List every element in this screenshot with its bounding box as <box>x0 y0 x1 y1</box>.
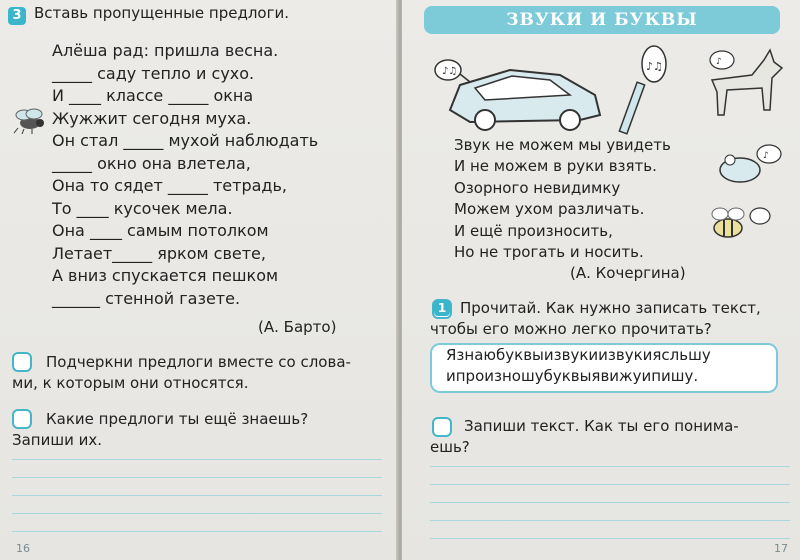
svg-text:♪: ♪ <box>763 151 769 161</box>
poem-line: Она ____ самым потолком <box>52 221 269 240</box>
poem-line: Озорного невидимку <box>454 178 621 197</box>
poem-line: Алёша рад: пришла весна. <box>52 41 279 60</box>
task-text-line: Запиши текст. Как ты его понима- <box>464 417 739 435</box>
svg-text:♪♫: ♪♫ <box>646 60 663 73</box>
poem-line: И ещё произносить, <box>454 221 613 240</box>
task-checkbox[interactable] <box>432 417 452 437</box>
task-checkbox[interactable] <box>12 409 32 429</box>
writing-lines[interactable] <box>12 455 382 545</box>
task-checkbox[interactable] <box>12 352 32 372</box>
poem-line: Он стал _____ мухой наблюдать <box>52 131 319 150</box>
writing-lines[interactable] <box>430 462 790 552</box>
callout-line: ипроизношубуквыявижуипишу. <box>446 367 699 385</box>
left-page <box>0 0 398 560</box>
poem-line: _____ саду тепло и сухо. <box>52 63 255 83</box>
task-text-line: ешь? <box>430 438 470 456</box>
flute-illustration <box>614 42 674 137</box>
poem-line: Она то сядет _____ тетрадь, <box>52 176 287 195</box>
svg-text:♪: ♪ <box>716 57 722 67</box>
task-text-line: ми, к которым они относятся. <box>12 374 249 392</box>
callout-line: Язнаюбуквыизвукиизвукиясльшу <box>446 346 711 364</box>
task-number-badge: 1 <box>434 300 450 316</box>
task-write-text-cont <box>430 437 470 458</box>
right-page <box>402 0 800 560</box>
task-underline-text <box>46 352 351 373</box>
poem-line: И не можем в руки взять. <box>454 157 657 176</box>
car-illustration <box>430 40 620 135</box>
task-number-badge: 3 <box>8 7 26 25</box>
task-underline-text-cont <box>12 373 248 394</box>
bee-illustration <box>702 202 774 244</box>
fly-illustration <box>10 108 48 134</box>
task-text-line: Прочитай. Как нужно записать текст, <box>460 299 761 317</box>
poem-barto <box>52 40 318 310</box>
poem-author: (А. Барто) <box>258 318 337 336</box>
task-write-text <box>464 416 739 437</box>
poem-author: (А. Кочергина) <box>570 264 686 282</box>
task-other-text <box>46 409 308 430</box>
poem-line: То ____ кусочек мела. <box>52 198 233 218</box>
task-text-line: Запиши их. <box>12 431 102 449</box>
poem-line: Жужжит сегодня муха. <box>52 108 252 128</box>
section-title: ЗВУКИ И БУКВЫ <box>424 6 780 34</box>
page-number: 16 <box>16 542 30 555</box>
task-text-line: Какие предлоги ты ещё знаешь? <box>46 410 309 428</box>
task1-text <box>460 298 761 319</box>
page-number: 17 <box>774 542 788 555</box>
joined-text-box <box>430 343 778 393</box>
task-title: Вставь пропущенные предлоги. <box>34 4 290 22</box>
poem-kochergina <box>454 135 671 263</box>
task-text-line: Подчеркни предлоги вместе со слова- <box>46 353 351 371</box>
poem-line: ______ стенной газете. <box>52 288 241 308</box>
poem-line: И ____ классе _____ окна <box>52 86 254 105</box>
svg-text:♪♫: ♪♫ <box>442 66 458 77</box>
poem-line: А вниз спускается пешком <box>52 266 279 285</box>
poem-line: Но не трогать и носить. <box>454 243 644 262</box>
task-other-text-cont <box>12 430 102 451</box>
frog-illustration <box>714 140 786 190</box>
poem-line: _____ окно она влетела, <box>52 153 251 173</box>
poem-line: Летает_____ ярком свете, <box>52 243 266 263</box>
task-text-line: чтобы его можно легко прочитать? <box>430 320 712 338</box>
poem-line: Можем ухом различать. <box>454 200 645 219</box>
task1-text-cont <box>430 319 712 340</box>
donkey-illustration <box>692 40 792 125</box>
poem-line: Звук не можем мы увидеть <box>454 136 671 154</box>
